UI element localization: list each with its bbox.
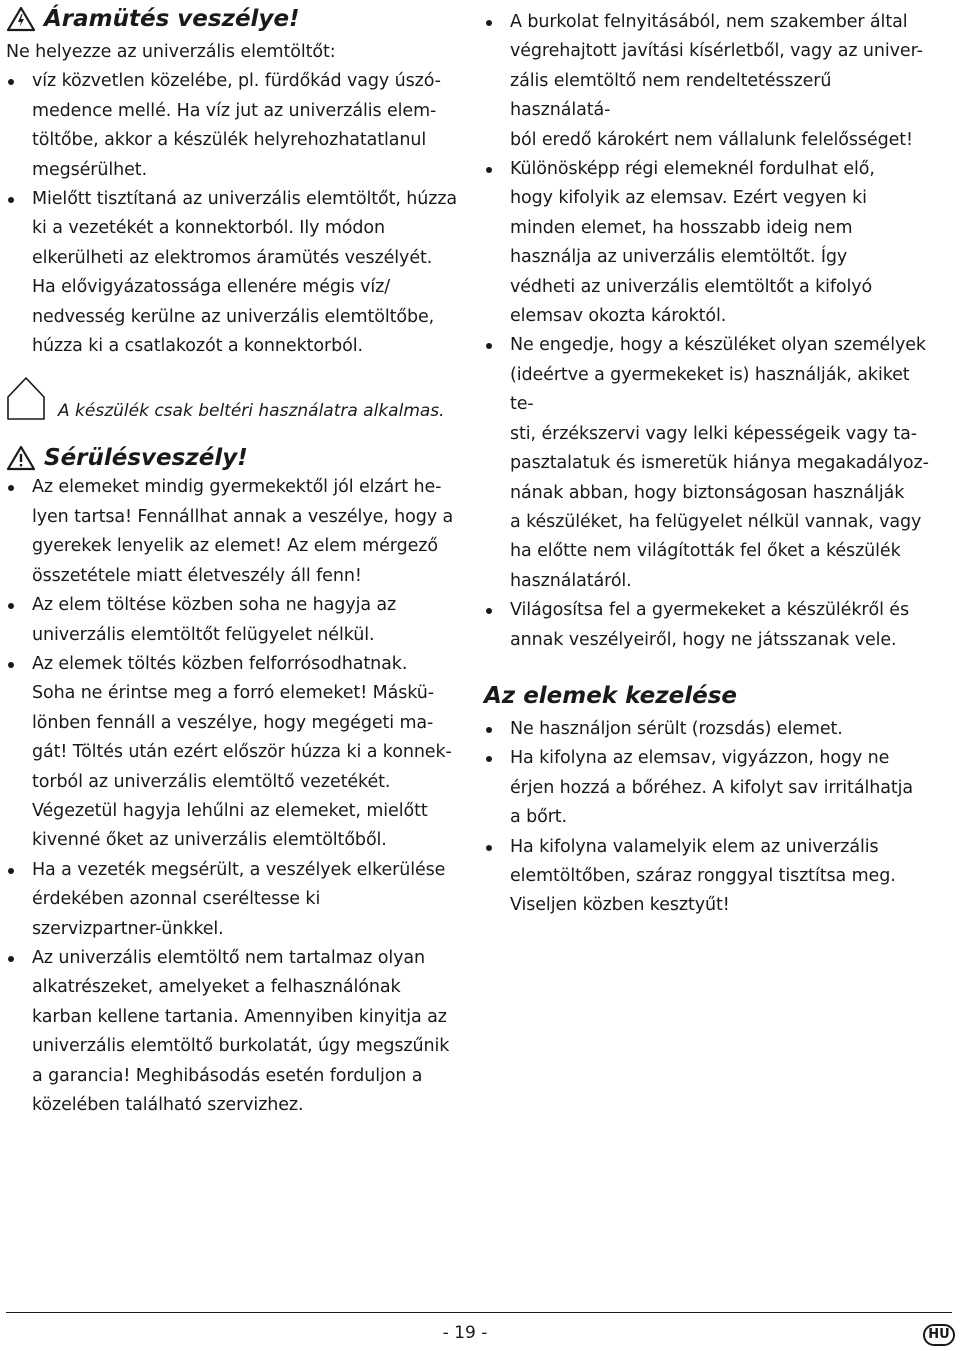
line: ha előtte nem világították fel őket a készülék xyxy=(510,541,901,562)
left-column xyxy=(6,0,461,1120)
line: kivenné őket az univerzális elemtöltőből. xyxy=(32,830,387,851)
line: a készüléket, ha felügyelet nélkül vannak, vagy xyxy=(510,511,922,532)
heading-text: Sérülésveszély! xyxy=(44,445,248,472)
list-item xyxy=(484,833,929,921)
line: töltőbe, akkor a készülék helyrehozhatatlanul xyxy=(32,130,427,151)
line: hogy kifolyik az elemsav. Ezért vegyen ki xyxy=(510,188,867,209)
list-item xyxy=(6,944,461,1120)
line: pasztalatuk és ismeretük hiánya megakadályoz- xyxy=(510,453,929,474)
line: elemsav okozta károktól. xyxy=(510,306,727,327)
line: ból eredő károkért nem vállalunk felelősséget! xyxy=(510,129,913,150)
line: univerzális elemtöltőt felügyelet nélkül. xyxy=(32,624,375,645)
line: használatáról. xyxy=(510,570,632,591)
line: Ne használjon sérült (rozsdás) elemet. xyxy=(510,718,843,739)
line: használja az univerzális elemtöltőt. Így xyxy=(510,247,848,268)
line: érjen hozzá a bőréhez. A kifolyt sav irritálhatja xyxy=(510,777,913,798)
line: végrehajtott javítási kísérletből, vagy az univer- xyxy=(510,41,923,62)
page-number: - 19 - xyxy=(442,1323,488,1343)
line: nának abban, hogy biztonságosan használják xyxy=(510,482,905,503)
line: lyen tartsa! Fennállhat annak a veszélye, hogy a xyxy=(32,506,454,527)
list-item xyxy=(484,155,929,331)
list-item xyxy=(6,591,461,650)
list-item xyxy=(6,650,461,856)
line: gyerekek lenyelik az elemet! Az elem mérgező xyxy=(32,536,438,557)
line: elemtöltőben, száraz ronggyal tisztítsa meg. xyxy=(510,865,896,886)
line: Soha ne érintse meg a forró elemeket! Máskü- xyxy=(32,683,434,704)
intro-text: Ne helyezze az univerzális elemtöltőt: xyxy=(6,42,336,62)
warning-icon xyxy=(6,445,36,471)
house-icon xyxy=(6,375,46,425)
line: torból az univerzális elemtöltő vezetékét. xyxy=(32,771,391,792)
heading-injury xyxy=(6,443,461,473)
list-item xyxy=(484,331,929,596)
line: érdekében azonnal cseréltesse ki xyxy=(32,889,321,910)
heading-electric-shock xyxy=(6,4,461,34)
line: elkerülheti az elektromos áramütés veszélyét. xyxy=(32,247,433,268)
line: Különösképp régi elemeknél fordulhat elő, xyxy=(510,159,875,180)
list-item xyxy=(484,715,929,744)
line: Ha kifolyna az elemsav, vigyázzon, hogy ne xyxy=(510,748,890,769)
language-badge: HU xyxy=(923,1324,955,1346)
list-item xyxy=(484,744,929,832)
warning-icon xyxy=(6,6,36,32)
line: medence mellé. Ha víz jut az univerzális elem- xyxy=(32,100,437,121)
line: védheti az univerzális elemtöltőt a kifolyó xyxy=(510,276,873,297)
line: lönben fennáll a veszélye, hogy megégeti ma- xyxy=(32,712,434,733)
line: gát! Töltés után ezért először húzza ki a konnek- xyxy=(32,742,452,763)
list-item xyxy=(6,185,461,361)
line: Világosítsa fel a gyermekeket a készülékről és xyxy=(510,600,909,621)
list-item xyxy=(484,596,929,655)
line: Ha kifolyna valamelyik elem az univerzális xyxy=(510,836,879,857)
line: karban kellene tartania. Amennyiben kinyitja az xyxy=(32,1006,447,1027)
line: Az elem töltése közben soha ne hagyja az xyxy=(32,595,397,616)
heading-text: Áramütés veszélye! xyxy=(44,6,300,32)
right-column xyxy=(484,0,929,921)
indoor-use-note xyxy=(6,375,461,425)
list-item xyxy=(6,67,461,185)
heading-text: Az elemek kezelése xyxy=(484,682,737,709)
list-item xyxy=(484,8,929,155)
line: a garancia! Meghibásodás esetén forduljon a xyxy=(32,1065,423,1086)
line: Az elemek töltés közben felforrósodhatnak. xyxy=(32,653,408,674)
line: ki a vezetékét a konnektorból. Ily módon xyxy=(32,218,386,239)
line: Ha a vezeték megsérült, a veszélyek elkerülése xyxy=(32,859,446,880)
footer-divider xyxy=(6,1312,952,1313)
line: alkatrészeket, amelyeket a felhasználónak xyxy=(32,977,401,998)
line: Az univerzális elemtöltő nem tartalmaz olyan xyxy=(32,947,425,968)
line: a bőrt. xyxy=(510,807,568,828)
line: minden elemet, ha hosszabb ideig nem xyxy=(510,217,853,238)
line: nedvesség kerülne az univerzális elemtöltőbe, xyxy=(32,306,435,327)
heading-battery-handling xyxy=(484,681,929,711)
line: Ha elővigyázatossága ellenére mégis víz/ xyxy=(32,277,391,298)
line: (ideértve a gyermekeket is) használják, akiket te- xyxy=(510,364,910,415)
indoor-note-text: A készülék csak beltéri használatra alkalmas. xyxy=(58,401,445,422)
line: sti, érzékszervi vagy lelki képességeik vagy ta- xyxy=(510,423,918,444)
line: megsérülhet. xyxy=(32,159,148,180)
line: Az elemeket mindig gyermekektől jól elzárt he- xyxy=(32,477,442,498)
line: összetétele miatt életveszély áll fenn! xyxy=(32,565,362,586)
line: annak veszélyeiről, hogy ne játsszanak vele. xyxy=(510,629,897,650)
line: Végezetül hagyja lehűlni az elemeket, mielőtt xyxy=(32,800,428,821)
line: zális elemtöltő nem rendeltetésszerű használatá- xyxy=(510,70,832,121)
list-item xyxy=(6,473,461,591)
line: A burkolat felnyitásából, nem szakember által xyxy=(510,12,908,32)
line: közelében található szervizhez. xyxy=(32,1095,304,1115)
list-item xyxy=(6,856,461,944)
line: Ne engedje, hogy a készüléket olyan személyek xyxy=(510,335,926,356)
line: Mielőtt tisztítaná az univerzális elemtöltőt, húzza xyxy=(32,189,458,210)
line: víz közvetlen közelébe, pl. fürdőkád vagy úszó- xyxy=(32,71,441,92)
line: Viseljen közben kesztyűt! xyxy=(510,895,730,916)
line: univerzális elemtöltő burkolatát, úgy megszűnik xyxy=(32,1036,450,1057)
line: húzza ki a csatlakozót a konnektorból. xyxy=(32,336,363,357)
line: szervizpartner-ünkkel. xyxy=(32,918,224,939)
